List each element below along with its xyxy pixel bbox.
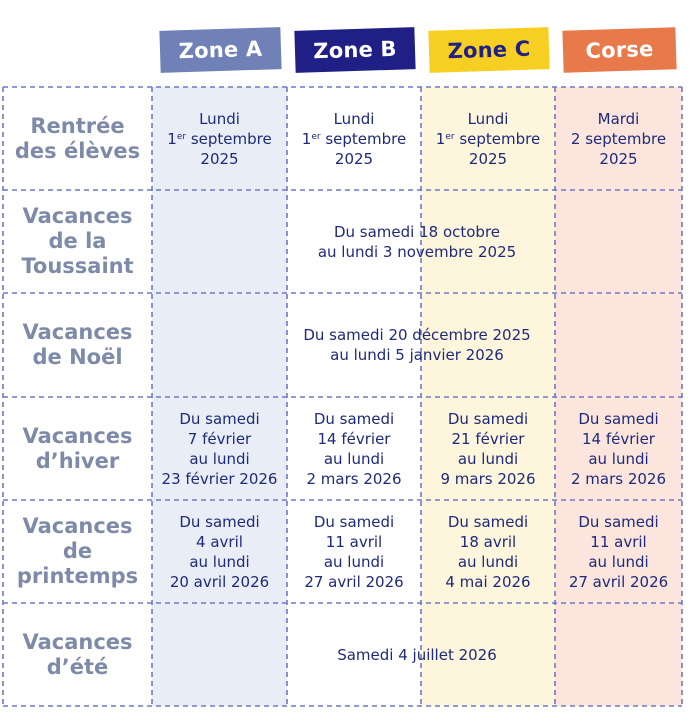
date-line: Du samedi xyxy=(578,409,659,428)
date-cell xyxy=(152,87,287,190)
row-label-line: d’été xyxy=(46,654,109,679)
spanning-date-cell xyxy=(152,603,682,706)
zone-header-zone-b: Zone B xyxy=(294,27,415,73)
date-line: au lundi xyxy=(323,552,385,571)
date-line: 20 avril 2026 xyxy=(169,572,270,591)
date-line: Lundi xyxy=(467,109,509,128)
date-line: 9 mars 2026 xyxy=(440,469,536,488)
row-label xyxy=(3,500,152,603)
date-line: au lundi xyxy=(189,552,250,571)
date-line: 2025 xyxy=(468,149,508,168)
ordinal-suffix: er xyxy=(311,131,321,142)
date-line: 2 mars 2026 xyxy=(570,469,667,488)
date-cell xyxy=(421,500,555,603)
date-line: 4 mai 2026 xyxy=(445,572,531,591)
row-label-line: Vacances xyxy=(22,514,133,538)
spanning-date-cell xyxy=(152,293,682,397)
date-line: Samedi 4 juillet 2026 xyxy=(337,645,497,664)
date-line-ordinal: 1er septembre xyxy=(301,129,407,148)
date-line: 14 février xyxy=(317,429,391,448)
row-label-line: de la xyxy=(48,229,107,253)
date-line: 27 avril 2026 xyxy=(568,572,669,591)
row-label xyxy=(3,87,152,190)
date-line: 27 avril 2026 xyxy=(304,572,404,591)
date-line-ordinal: 1er septembre xyxy=(167,129,272,148)
row-label-line: d’hiver xyxy=(35,448,120,473)
date-line: Du samedi xyxy=(447,409,529,428)
date-line: 2025 xyxy=(200,149,239,168)
date-line: Du samedi xyxy=(179,512,260,531)
date-cell xyxy=(287,397,421,500)
date-cell xyxy=(287,87,421,190)
date-line: 23 février 2026 xyxy=(161,469,278,488)
date-line-ordinal: 1er septembre xyxy=(435,129,541,148)
date-line: au lundi xyxy=(189,449,250,468)
row-label xyxy=(3,397,152,500)
row-label-line: de Noël xyxy=(32,345,123,369)
date-cell xyxy=(555,87,682,190)
date-line: au lundi 3 novembre 2025 xyxy=(317,242,517,261)
date-line: Lundi xyxy=(333,109,375,128)
date-cell xyxy=(421,397,555,500)
row-label-line: des élèves xyxy=(14,138,141,163)
date-cell xyxy=(421,87,555,190)
ordinal-suffix: er xyxy=(176,131,187,142)
row-label-line: Rentrée xyxy=(30,113,125,138)
date-line: 11 avril xyxy=(325,532,383,551)
row-label xyxy=(3,293,152,397)
row-label-line: Vacances xyxy=(22,204,133,228)
row-label-line: Vacances xyxy=(22,320,133,344)
date-line: au lundi xyxy=(457,449,519,468)
date-line: Du samedi xyxy=(313,512,395,531)
zone-header-zone-c: Zone C xyxy=(428,27,549,73)
row-label xyxy=(3,190,152,293)
date-line: au lundi xyxy=(588,552,649,571)
date-line: 2025 xyxy=(599,149,638,168)
date-line: Du samedi xyxy=(313,409,395,428)
date-cell xyxy=(287,500,421,603)
date-line: Du samedi 18 octobre xyxy=(333,222,501,241)
date-line: Lundi xyxy=(199,109,240,128)
date-line: 4 avril xyxy=(196,532,243,551)
row-label-line: Vacances xyxy=(22,423,133,448)
date-cell xyxy=(152,500,287,603)
date-line: 2 mars 2026 xyxy=(306,469,402,488)
date-line: Du samedi 20 décembre 2025 xyxy=(303,326,531,344)
date-cell xyxy=(152,397,287,500)
date-line: 2025 xyxy=(334,149,374,168)
date-line: au lundi 5 janvier 2026 xyxy=(330,346,504,364)
row-label-line: de xyxy=(62,539,93,563)
date-line: 14 février xyxy=(582,429,655,448)
spanning-date-cell xyxy=(152,190,682,293)
row-label-line: Vacances xyxy=(22,629,133,654)
date-line: Du samedi xyxy=(578,512,659,531)
date-line: 21 février xyxy=(451,429,525,448)
date-line: Du samedi xyxy=(447,512,529,531)
date-cell xyxy=(555,500,682,603)
date-cell xyxy=(555,397,682,500)
ordinal-suffix: er xyxy=(445,131,455,142)
row-label-line: Toussaint xyxy=(21,254,134,278)
date-line: au lundi xyxy=(323,449,385,468)
zone-header-corse: Corse xyxy=(562,27,676,73)
date-line: 18 avril xyxy=(459,532,517,551)
zone-header-zone-a: Zone A xyxy=(159,27,281,73)
date-line: au lundi xyxy=(588,449,649,468)
date-line: 2 septembre xyxy=(570,129,667,148)
date-line: 7 février xyxy=(187,429,252,448)
row-label-line: printemps xyxy=(16,564,139,588)
date-line: Du samedi xyxy=(179,409,260,428)
date-line: 11 avril xyxy=(590,532,647,551)
date-line: au lundi xyxy=(457,552,519,571)
row-label xyxy=(3,603,152,706)
date-line: Mardi xyxy=(597,109,640,128)
